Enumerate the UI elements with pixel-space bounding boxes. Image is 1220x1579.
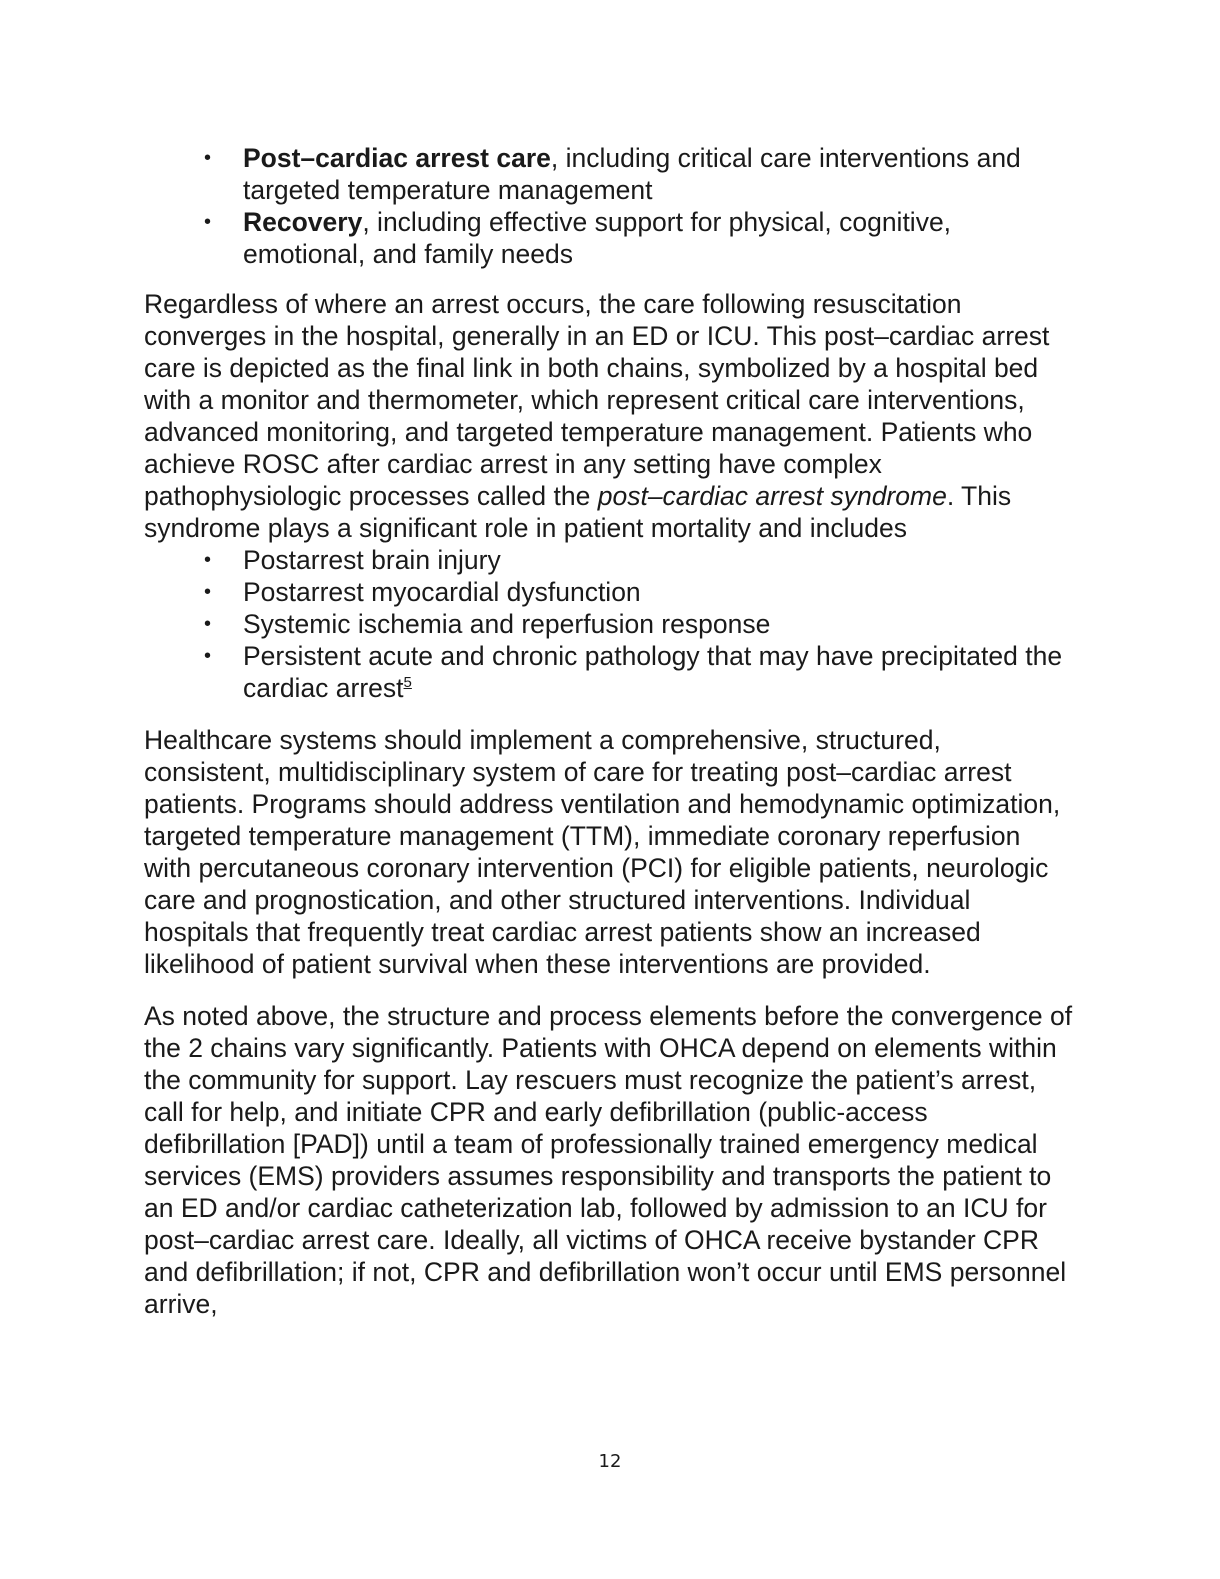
list-item: [144, 544, 1074, 576]
reference-link[interactable]: 5: [403, 674, 412, 691]
page-number: 12: [598, 1451, 622, 1472]
page-content: [144, 142, 1074, 1320]
list-item-term: Post–cardiac arrest care: [243, 143, 551, 173]
list-item-text: Persistent acute and chronic pathology that may have precipitated the cardiac arrest: [243, 641, 1063, 703]
list-item-text: Systemic ischemia and reperfusion response: [243, 609, 771, 639]
list-item-text: , including effective support for physical, cognitive, emotional, and family needs: [243, 207, 952, 269]
list-item: [144, 142, 1074, 206]
chain-links-list: [144, 142, 1074, 270]
paragraph-post-arrest-care: [144, 288, 1074, 544]
bullet-icon: •: [204, 613, 212, 635]
bullet-icon: •: [204, 147, 212, 169]
bullet-icon: •: [204, 581, 212, 603]
list-item-term: Recovery: [243, 207, 363, 237]
list-item-text: Postarrest brain injury: [243, 545, 501, 575]
list-item: [144, 576, 1074, 608]
list-item: [144, 608, 1074, 640]
bullet-icon: •: [204, 645, 212, 667]
bullet-icon: •: [204, 211, 212, 233]
list-item-text: Postarrest myocardial dysfunction: [243, 577, 641, 607]
list-item: [144, 206, 1074, 270]
paragraph-text: Regardless of where an arrest occurs, the care following resuscitation converges in the hospital, generally in an ED or ICU. This post–cardiac arrest care is depicted as the final link in both chains, symbolized by a hospital bed with a monitor and thermometer, which represent critical care interventions, advanced monitoring, and targeted temperature management. Patients who achieve ROSC after cardiac arrest in any setting have complex pathophysiologic processes called the: [144, 289, 1050, 511]
paragraph-text: . This syndrome plays a significant role in patient mortality and includes: [144, 481, 1012, 543]
bullet-icon: •: [204, 549, 212, 571]
paragraph-healthcare-systems: Healthcare systems should implement a comprehensive, structured, consistent, multidisciplinary system of care for treating post–cardiac arrest patients. Programs should address ventilation and hemodynamic optimization, targeted temperature management (TTM), immediate coronary reperfusion with percutaneous coronary intervention (PCI) for eligible patients, neurologic care and prognostication, and other structured interventions. Individual hospitals that frequently treat cardiac arrest patients show an increased likelihood of patient survival when these interventions are provided.: [144, 725, 1061, 979]
list-item: [144, 640, 1074, 704]
italic-term: post–cardiac arrest syndrome: [597, 481, 947, 511]
paragraph-chain-elements: As noted above, the structure and process elements before the convergence of the 2 chains vary significantly. Patients with OHCA depend on elements within the community for support. Lay rescuers must recognize the patient’s arrest, call for help, and initiate CPR and early defibrillation (public-access defibrillation [PAD]) until a team of professionally trained emergency medical services (EMS) providers assumes responsibility and transports the patient to an ED and/or cardiac catheterization lab, followed by admission to an ICU for post–cardiac arrest care. Ideally, all victims of OHCA receive bystander CPR and defibrillation; if not, CPR and defibrillation won’t occur until EMS personnel arrive,: [144, 1001, 1073, 1319]
syndrome-list: [144, 544, 1074, 704]
list-item-text: , including critical care interventions and targeted temperature management: [243, 143, 1021, 205]
